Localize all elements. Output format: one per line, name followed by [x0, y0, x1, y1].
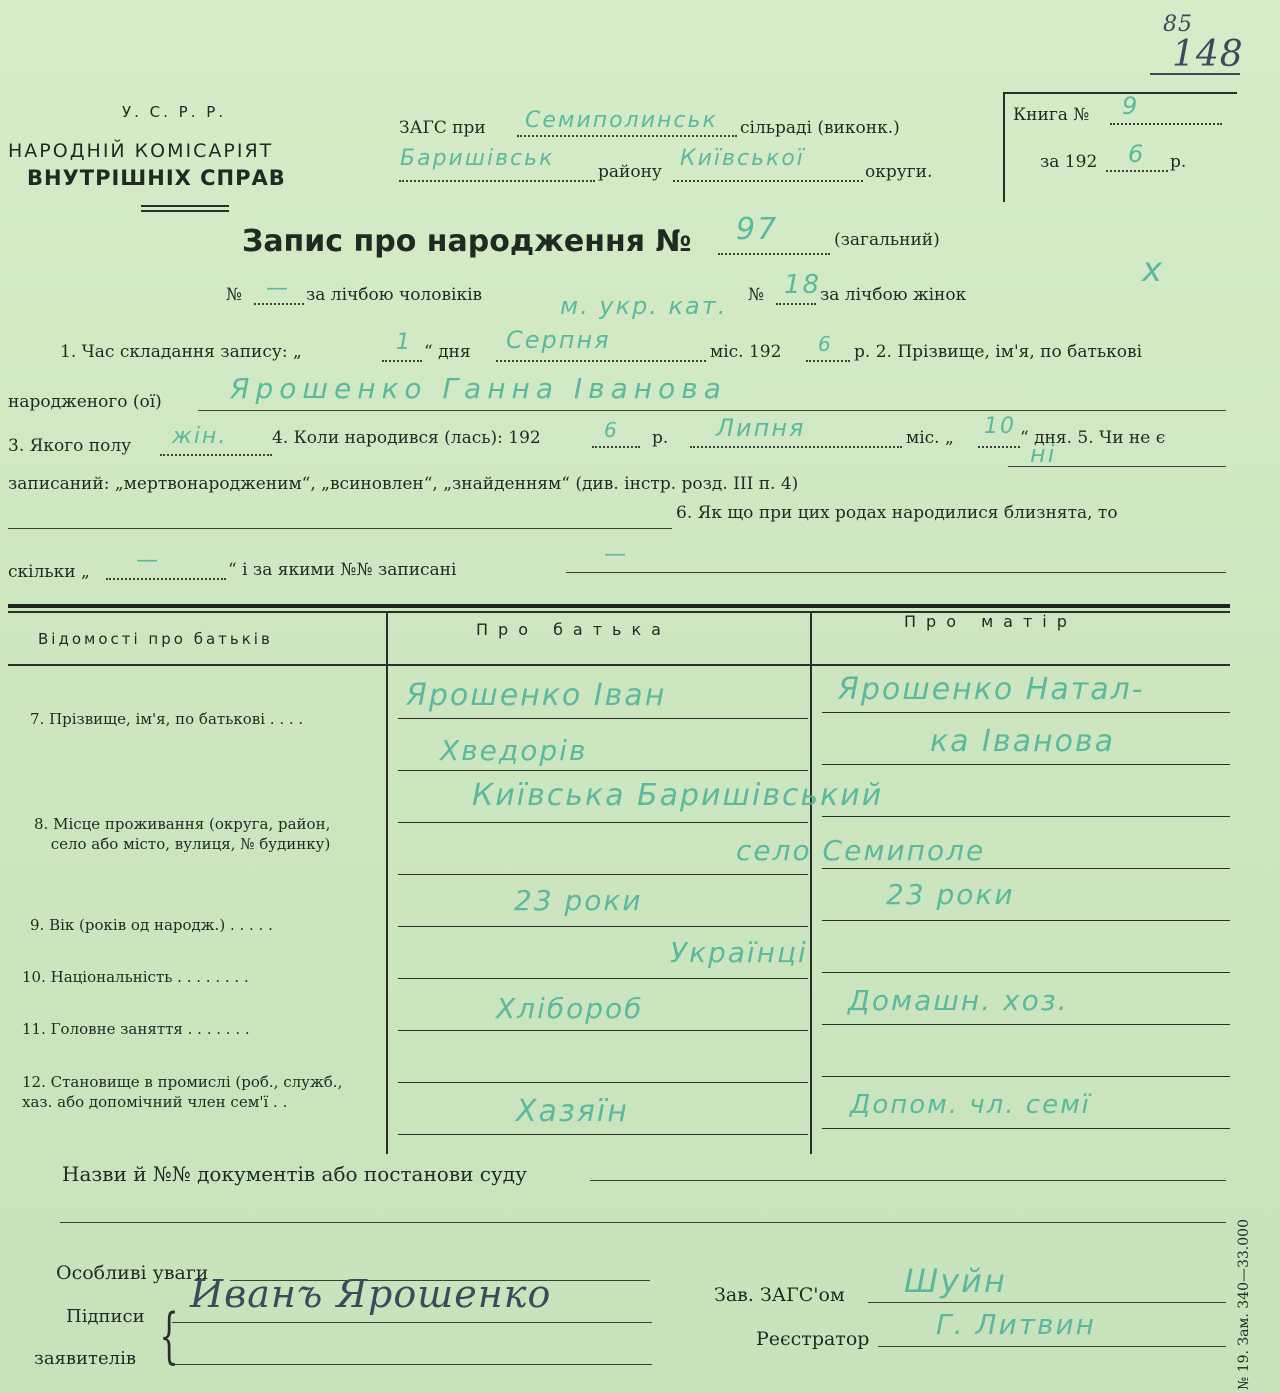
zags-okruha-line — [673, 180, 863, 182]
row1-year-hw: 6 — [818, 332, 833, 356]
record-number-hw: 97 — [736, 212, 779, 247]
male-count-line — [254, 303, 304, 305]
mother-line — [822, 868, 1230, 869]
father-line — [398, 978, 808, 979]
female-count-line — [776, 303, 816, 305]
documents-label: Назви й №№ документів або постанови суду — [62, 1162, 527, 1186]
zags-head-line — [868, 1302, 1226, 1303]
father-line — [398, 1134, 808, 1135]
father-line — [398, 718, 808, 719]
row12-label: 12. Становище в промислі (роб., служб., хаз. або допомічний член сем'ї . . — [22, 1073, 343, 1111]
father-status-hw: Хазяїн — [516, 1094, 629, 1129]
applicant-sign-line-2 — [172, 1364, 652, 1365]
row6-count-hw: — — [136, 548, 160, 573]
row5-blank-line — [8, 528, 672, 529]
zags-suffix1: сільраді (виконк.) — [740, 118, 900, 138]
male-count-hw: — — [266, 276, 290, 301]
father-line — [398, 822, 808, 823]
zags-district-line — [399, 180, 595, 182]
row1-time-label: 1. Час складання запису: „ — [60, 342, 302, 362]
special-notes-label: Особливі уваги — [56, 1262, 209, 1284]
father-line — [398, 926, 808, 927]
row6-count-line — [106, 578, 226, 580]
male-count-label: за лічбою чоловіків — [306, 285, 483, 305]
row6-records-line — [566, 572, 1226, 573]
signatures-label: Підписи — [66, 1306, 145, 1327]
row3-sex-line — [160, 454, 272, 456]
book-label: Книга № — [1013, 105, 1090, 125]
nationality-hw: Українці — [670, 936, 808, 969]
header-commissariat: НАРОДНІЙ КОМІСАРІЯТ — [8, 140, 274, 162]
record-number-line — [718, 253, 830, 255]
zags-prefix: ЗАГС при — [399, 118, 486, 138]
father-line — [398, 1082, 808, 1083]
zags-okruha-hw: Київської — [680, 146, 805, 171]
table-header-father: Про батька — [476, 620, 671, 639]
row3-year-suffix: р. — [652, 428, 669, 448]
mother-line — [822, 1128, 1230, 1129]
row1-day-hw: 1 — [396, 330, 412, 355]
female-count-label: за лічбою жінок — [820, 285, 967, 305]
row3-year-line — [592, 446, 640, 448]
row1-month-label: міс. 192 — [710, 342, 782, 362]
documents-line — [590, 1180, 1226, 1181]
table-header-parents: Відомості про батьків — [38, 630, 273, 648]
row2-name-line — [198, 410, 1226, 411]
mother-line — [822, 1076, 1230, 1077]
mother-line — [822, 1024, 1230, 1025]
zags-head-label: Зав. ЗАГС'ом — [714, 1284, 845, 1306]
corner-number-small: 85 — [1163, 12, 1193, 37]
corner-number-underline — [1150, 73, 1240, 75]
book-number-hw: 9 — [1122, 92, 1140, 120]
residence-hw-1: Київська Баришівський — [472, 778, 884, 813]
row4-answer-hw: ні — [1030, 440, 1057, 468]
book-number-line — [1110, 123, 1222, 125]
row3-sex-hw: жін. — [172, 424, 228, 449]
father-name-hw-2: Хведорів — [440, 734, 588, 767]
zags-suffix2: округи. — [865, 162, 933, 182]
table-header-rule — [8, 664, 1230, 666]
mother-name-hw-2: ка Іванова — [930, 724, 1115, 759]
documents-line-2 — [60, 1222, 1226, 1223]
applicants-label: заявителів — [34, 1348, 136, 1369]
table-col1-border — [386, 612, 388, 1154]
row1-tail-label: р. 2. Прізвище, ім'я, по батькові — [854, 342, 1143, 362]
row9-label: 9. Вік (років од народж.) . . . . . — [30, 916, 273, 934]
table-header-mother: Про матір — [904, 612, 1077, 631]
row3-day-line — [978, 446, 1020, 448]
mother-line — [822, 972, 1230, 973]
father-line — [398, 1030, 808, 1031]
father-occupation-hw: Хлібороб — [496, 992, 644, 1025]
book-year-hw: 6 — [1128, 140, 1146, 168]
book-year-suffix: р. — [1170, 152, 1187, 172]
header-internal-affairs: ВНУТРІШНІХ СПРАВ — [27, 166, 286, 190]
row3-day-hw: 10 — [984, 414, 1016, 439]
corner-number-large: 148 — [1172, 34, 1244, 75]
zags-head-signature-hw: Шуйн — [904, 1262, 1007, 1300]
registrar-label: Реєстратор — [756, 1328, 870, 1350]
father-age-hw: 23 роки — [514, 884, 643, 917]
row1-month-hw: Серпня — [506, 326, 611, 354]
row11-label: 11. Головне заняття . . . . . . . — [22, 1020, 250, 1038]
row4-label: записаний: „мертвонародженим“, „всиновлен“, „знайденням“ (див. інстр. розд. III п. 4) — [8, 474, 799, 494]
row3-month-line — [690, 446, 902, 448]
mother-line — [822, 816, 1230, 817]
mother-occupation-hw: Домашн. хоз. — [848, 984, 1069, 1017]
row1-month-line — [496, 360, 706, 362]
row3-month-label: міс. „ — [906, 428, 954, 448]
row8-label: 8. Місце проживання (округа, район, село або місто, вулиця, № будинку) — [34, 815, 331, 853]
zags-village-hw: Семиполинськ — [525, 108, 718, 133]
row3-born-label: 4. Коли народився (лась): 192 — [272, 428, 541, 448]
record-general-label: (загальний) — [834, 230, 940, 250]
residence-hw-2: село Семиполе — [736, 834, 986, 867]
mother-line — [822, 712, 1230, 713]
check-mark-hw: х — [1142, 250, 1165, 290]
row6-count-label: скільки „ — [8, 562, 90, 582]
note-hw: м. укр. кат. — [560, 292, 728, 320]
header-divider — [141, 205, 229, 212]
printer-note: № 19. Зам. 340—33.000 — [1236, 1219, 1252, 1390]
record-title: Запис про народження № — [242, 224, 692, 259]
father-line — [398, 874, 808, 875]
mother-status-hw: Допом. чл. семї — [850, 1090, 1091, 1120]
row1-day-line — [382, 360, 422, 362]
mother-age-hw: 23 роки — [886, 878, 1015, 911]
zags-district-hw: Баришівськ — [400, 146, 555, 171]
registrar-signature-hw: Г. Литвин — [936, 1308, 1096, 1341]
row7-label: 7. Прізвище, ім'я, по батькові . . . . — [30, 710, 304, 728]
father-name-hw-1: Ярошенко Іван — [406, 678, 667, 713]
zags-village-line — [517, 135, 737, 137]
table-col2-border — [810, 612, 812, 1154]
mother-name-hw-1: Ярошенко Натал- — [838, 672, 1145, 707]
zags-mid: району — [598, 162, 662, 182]
female-count-hw: 18 — [784, 270, 822, 300]
mother-line — [822, 920, 1230, 921]
registrar-line — [878, 1346, 1226, 1347]
row2-label: народженого (ої) — [8, 392, 162, 412]
row1-year-line — [806, 360, 850, 362]
mother-line — [822, 764, 1230, 765]
row3-month-hw: Липня — [716, 414, 806, 442]
book-year-prefix: за 192 — [1040, 152, 1098, 172]
father-line — [398, 770, 808, 771]
row10-label: 10. Національність . . . . . . . . — [22, 968, 249, 986]
row6-records-label: “ і за якими №№ записані — [228, 560, 457, 580]
row5-twins-label: 6. Як що при цих родах народилися близнята, то — [676, 503, 1118, 523]
row3-sex-label: 3. Якого полу — [8, 436, 132, 456]
male-no-prefix: № — [226, 285, 243, 305]
row3-tail-label: “ дня. 5. Чи не є — [1020, 428, 1166, 448]
applicant-sign-line-1 — [172, 1322, 652, 1323]
row2-name-hw: Ярошенко Ганна Іванова — [230, 372, 727, 405]
applicant-signature-hw: Иванъ Ярошенко — [190, 1272, 552, 1316]
signature-brace: { — [159, 1301, 179, 1371]
header-ussr: У. С. Р. Р. — [122, 103, 227, 121]
table-top-rule — [8, 604, 1230, 608]
row6-records-hw: — — [604, 542, 628, 567]
female-no-prefix: № — [748, 285, 765, 305]
row3-year-hw: 6 — [604, 418, 619, 442]
book-year-line — [1106, 170, 1168, 172]
row1-day-label: “ дня — [424, 342, 471, 362]
